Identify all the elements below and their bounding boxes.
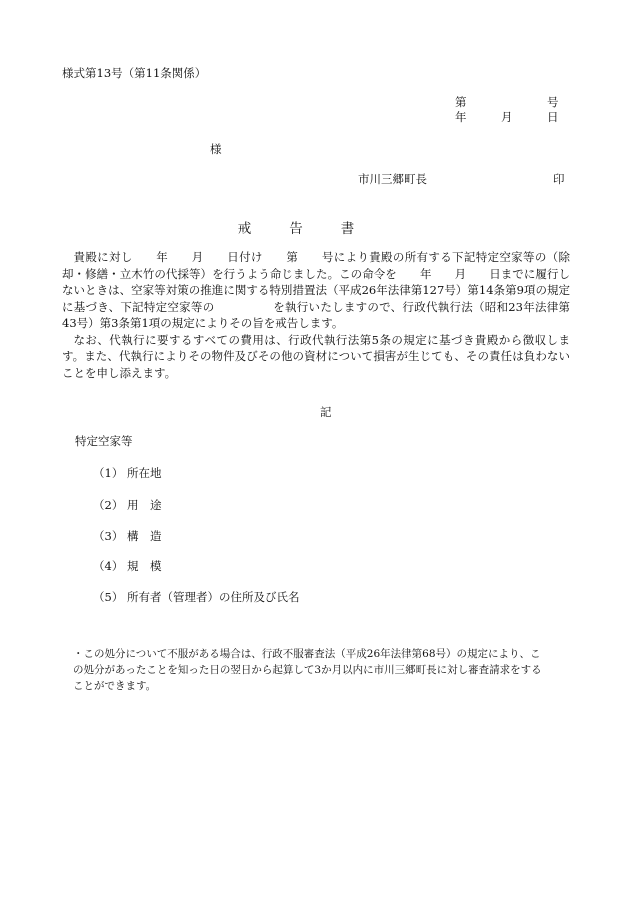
ki-heading: 記 <box>320 405 332 419</box>
item-number: （4） <box>93 559 124 573</box>
item-number: （2） <box>93 498 124 512</box>
seal-mark: 印 <box>553 172 565 186</box>
date-line: 年 月 日 <box>455 110 559 124</box>
body-paragraph-2: なお、代執行に要するすべての費用は、行政代執行法第5条の規定に基づき貴殿から徴収します。また、代執行によりその物件及びその他の資材について損害が生じても、その責任は負わないことを申し添えます。 <box>62 332 570 380</box>
item-number: （1） <box>93 466 124 480</box>
item-label: 所在地 <box>127 466 162 480</box>
item-label: 構 造 <box>127 529 162 543</box>
body-paragraph-1: 貴殿に対し 年 月 日付け 第 号により貴殿の所有する下記特定空家等の（除却・修繕・立木竹の代採等）を行うよう命じました。この命令を 年 月 日までに履行しないときは、空家等対策の推進に関する特別措置法（平成26年法律第127号）第14条第9項の規定に基づき、下記特定空家等の を執行いたしますので、行政代執行法（昭和23年法律第43号）第3条第1項の規定によりその旨を戒告します。 <box>62 250 570 330</box>
section-title: 特定空家等 <box>75 434 133 448</box>
item-label: 用 途 <box>127 498 162 512</box>
list-item <box>93 466 162 481</box>
list-item <box>93 498 162 513</box>
item-number: （3） <box>93 529 124 543</box>
item-label: 規 模 <box>127 559 162 573</box>
item-label: 所有者（管理者）の住所及び氏名 <box>127 590 300 604</box>
list-item <box>93 559 162 574</box>
list-item <box>93 590 300 605</box>
list-item <box>93 529 162 544</box>
item-number: （5） <box>93 590 124 604</box>
issuer-name: 市川三郷町長 <box>358 172 427 186</box>
body-text <box>62 249 570 381</box>
form-number: 様式第13号（第11条関係） <box>62 66 207 80</box>
document-number-line: 第 号 <box>455 95 559 109</box>
document-title: 戒告書 <box>237 221 393 237</box>
appeal-notice: ・この処分について不服がある場合は、行政不服審査法（平成26年法律第68号）の規定により、この処分があったことを知った日の翌日から起算して3か月以内に市川三郷町長に対し審査請求をすることができます。 <box>73 648 542 692</box>
addressee-honorific: 様 <box>210 142 222 156</box>
